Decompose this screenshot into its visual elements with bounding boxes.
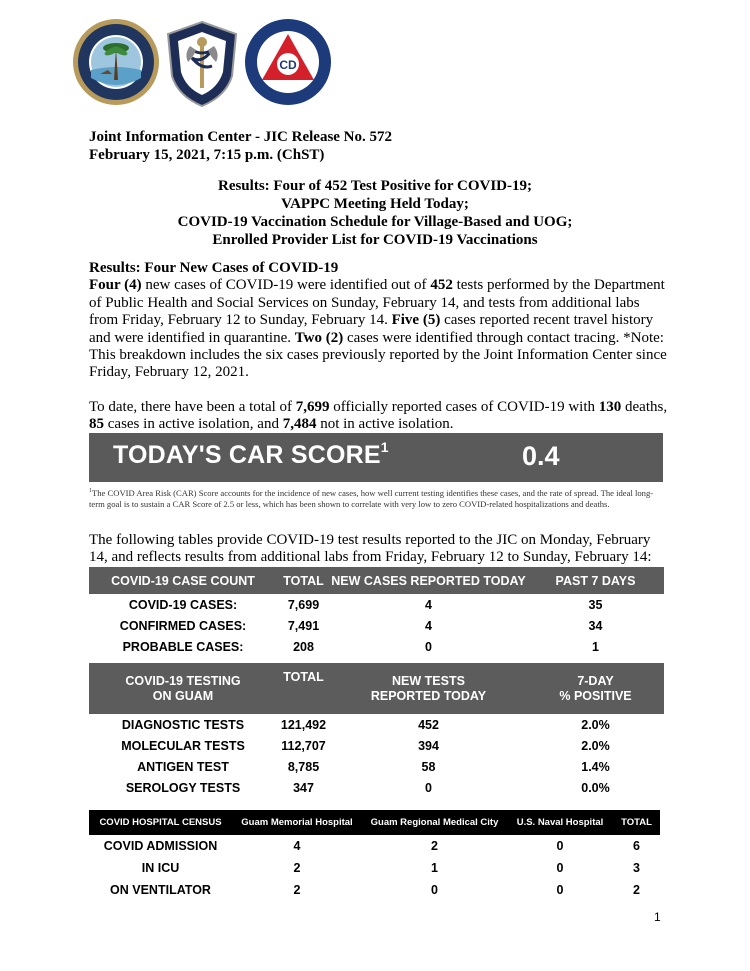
table-cell: 2 <box>633 883 640 897</box>
text-run: cases were identified through contact tracing. *Note: This breakdown includes the six cases previously reported by the Joint Information Center since Friday, February 12, 2021. <box>89 329 667 381</box>
table-cell: 2.0% <box>581 738 610 753</box>
table-cell: 0 <box>556 861 564 875</box>
table-header-row <box>89 567 664 594</box>
civil-defense-seal-icon <box>244 18 332 106</box>
headline: COVID-19 Vaccination Schedule for Village-Based and UOG; <box>177 214 573 230</box>
table-row <box>89 756 664 777</box>
table-row <box>89 636 664 657</box>
table-header-row <box>89 810 660 835</box>
column-header: COVID HOSPITAL CENSUS <box>89 810 232 835</box>
headline: Results: Four of 452 Test Positive for COVID-19; <box>217 178 532 194</box>
row-label: SEROLOGY TESTS <box>125 780 241 795</box>
car-score-banner <box>89 433 663 482</box>
testing-table <box>89 663 664 798</box>
car-score-label <box>113 441 389 470</box>
footnote-marker: 1 <box>89 488 92 494</box>
car-label-text: TODAY'S CAR SCORE <box>113 441 381 469</box>
table-cell: 2 <box>293 861 301 875</box>
column-header: NEW CASES REPORTED TODAY <box>330 567 527 594</box>
column-header <box>277 663 330 714</box>
table-cell: 1.4% <box>581 759 610 774</box>
row-label: COVID-19 CASES: <box>128 597 238 612</box>
column-header: TOTAL <box>613 810 660 835</box>
travel-cases-count: Five (5) <box>391 312 441 329</box>
table-cell: 4 <box>425 597 432 612</box>
table-cell: 3 <box>633 861 640 875</box>
new-cases-count: Four (4) <box>89 277 142 294</box>
car-score-value: 0.4 <box>522 441 560 471</box>
header-line: COVID-19 TESTING <box>125 673 241 688</box>
page-number: 1 <box>654 910 661 924</box>
table-cell: 7,491 <box>287 618 320 633</box>
table-cell: 0 <box>556 839 564 853</box>
text-run: cases reported recent travel history and were identified in quarantine. <box>89 312 654 346</box>
column-header <box>89 663 277 714</box>
table-cell: 4 <box>293 839 301 853</box>
headline: VAPPC Meeting Held Today; <box>281 196 469 212</box>
release-date: February 15, 2021, 7:15 p.m. (ChST) <box>89 147 325 163</box>
results-paragraph <box>89 277 669 381</box>
not-active-isolation: 7,484 <box>282 416 317 433</box>
total-cases: 7,699 <box>295 399 330 415</box>
text-run: cases in active isolation, and <box>104 416 283 433</box>
column-header <box>527 663 664 714</box>
column-header: Guam Memorial Hospital <box>232 810 362 835</box>
totals-paragraph <box>89 399 669 434</box>
table-row <box>89 835 660 857</box>
header-line: TOTAL <box>283 670 324 684</box>
headline: Enrolled Provider List for COVID-19 Vaccinations <box>212 232 538 248</box>
table-cell: 8,785 <box>287 759 320 774</box>
table-cell: 347 <box>293 780 314 795</box>
hospital-census-table <box>89 810 660 901</box>
table-cell: 208 <box>293 639 314 654</box>
release-header <box>89 128 392 164</box>
header-line: % POSITIVE <box>559 688 632 703</box>
table-cell: 2.0% <box>581 717 610 732</box>
active-isolation: 85 <box>89 416 104 433</box>
table-header-row <box>89 663 664 714</box>
column-header: TOTAL <box>277 567 330 594</box>
text-run: officially reported cases of COVID-19 with <box>329 399 599 415</box>
section-title: Results: Four New Cases of COVID-19 <box>89 260 339 276</box>
table-cell: 6 <box>633 839 640 853</box>
governors-seal-icon <box>72 18 160 106</box>
results-section <box>89 260 669 382</box>
header-line: REPORTED TODAY <box>370 688 487 703</box>
ocd-letters: CD <box>279 58 297 72</box>
column-header <box>330 663 527 714</box>
dphss-seal-icon <box>166 20 238 108</box>
text-run: not in active isolation. <box>316 416 454 433</box>
header-line: ON GUAM <box>152 688 214 703</box>
table-cell: 112,707 <box>281 738 326 753</box>
table-row <box>89 615 664 636</box>
headlines <box>0 177 750 249</box>
column-header: Guam Regional Medical City <box>362 810 507 835</box>
table-cell: 452 <box>418 717 439 732</box>
footnote-marker: 1 <box>380 439 389 455</box>
row-label: DIAGNOSTIC TESTS <box>121 717 245 732</box>
table-row <box>89 857 660 879</box>
table-cell: 4 <box>425 618 432 633</box>
table-cell: 394 <box>418 738 439 753</box>
table-cell: 0.0% <box>581 780 610 795</box>
row-label: ANTIGEN TEST <box>137 759 229 774</box>
table-row <box>89 714 664 735</box>
row-label: IN ICU <box>141 861 180 875</box>
table-cell: 121,492 <box>280 717 327 732</box>
text-run: new cases of COVID-19 were identified out of <box>141 277 431 294</box>
table-row <box>89 594 664 615</box>
text-run: tests performed by the Department of Public Health and Social Services on Sunday, February 14, and tests from additional labs from Friday, February 12 to Sunday, February 14. <box>89 277 665 329</box>
table-cell: 1 <box>592 639 599 654</box>
contact-cases-count: Two (2) <box>294 329 344 346</box>
footnote-text: The COVID Area Risk (CAR) Score accounts for the incidence of new cases, how well current testing identifies these cases, and the rate of spread. The ideal long-term goal is to sustain a CAR Score of 2.5 or less, which has been shown to correlate with very low to zero COVID-related hospitalizations and deaths. <box>89 487 654 509</box>
release-number: Joint Information Center - JIC Release No. 572 <box>89 129 393 145</box>
header-line: NEW TESTS <box>392 673 465 688</box>
table-cell: 0 <box>425 780 432 795</box>
table-cell: 0 <box>425 639 432 654</box>
car-footnote <box>89 486 664 510</box>
row-label: COVID ADMISSION <box>103 839 218 853</box>
row-label: ON VENTILATOR <box>110 883 211 897</box>
row-label: PROBABLE CASES: <box>122 639 244 654</box>
table-row <box>89 735 664 756</box>
text-run: To date, there have been a total of <box>89 399 296 415</box>
table-cell: 58 <box>421 759 436 774</box>
table-cell: 2 <box>293 883 301 897</box>
tests-count: 452 <box>430 277 453 294</box>
text-run: deaths, <box>621 399 668 415</box>
table-cell: 0 <box>556 883 564 897</box>
tables-intro: The following tables provide COVID-19 test results reported to the JIC on Monday, February 14, and reflects results from additional labs from Friday, February 12 to Sunday, February 14: <box>89 532 652 566</box>
table-cell: 2 <box>431 839 438 853</box>
column-header: PAST 7 DAYS <box>527 567 664 594</box>
row-label: MOLECULAR TESTS <box>121 738 245 753</box>
table-row <box>89 879 660 901</box>
case-count-table <box>89 567 664 657</box>
column-header: COVID-19 CASE COUNT <box>89 567 277 594</box>
table-cell: 35 <box>588 597 603 612</box>
table-cell: 1 <box>431 861 438 875</box>
total-deaths: 130 <box>598 399 622 415</box>
table-cell: 7,699 <box>287 597 320 612</box>
table-cell: 34 <box>588 618 603 633</box>
header-line: 7-DAY <box>577 673 614 688</box>
table-row <box>89 777 664 798</box>
column-header: U.S. Naval Hospital <box>507 810 613 835</box>
table-cell: 0 <box>431 883 438 897</box>
row-label: CONFIRMED CASES: <box>119 618 247 633</box>
